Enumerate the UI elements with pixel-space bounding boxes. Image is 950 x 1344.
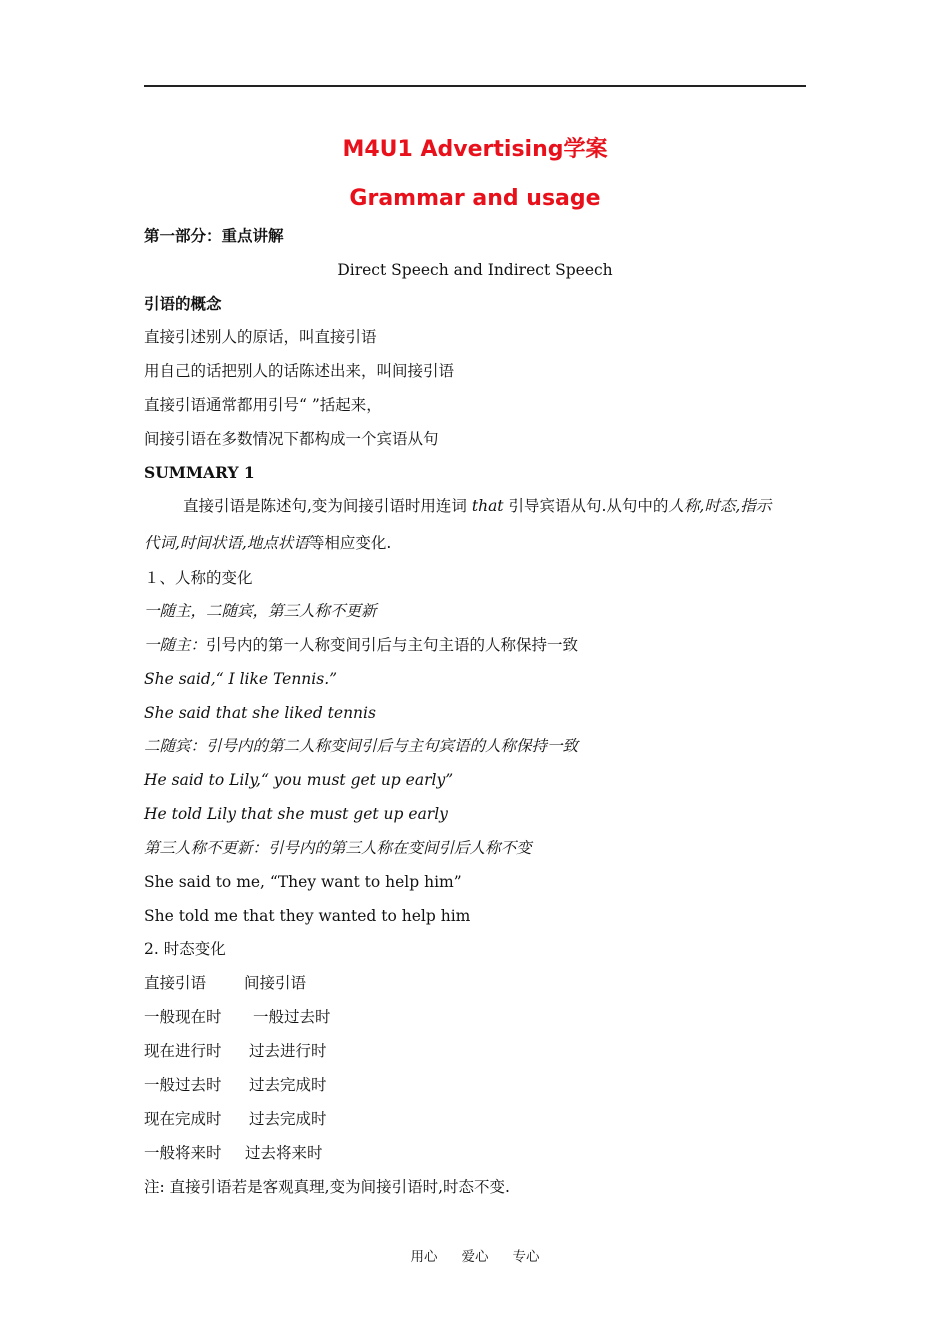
concept-heading: 引语的概念: [144, 294, 222, 313]
rule-summary-line: 一随主，二随宾，第三人称不更新: [144, 602, 377, 620]
footer-item: 用心: [410, 1249, 438, 1265]
part1-heading: 第一部分：重点讲解: [144, 226, 284, 245]
rule1-text: 引号内的第一人称变间引后与主句主语的人称保持一致: [206, 636, 579, 654]
tense-indirect: 一般过去时: [253, 1008, 331, 1026]
tense-indirect: 过去完成时: [249, 1110, 327, 1128]
tense-row: [144, 972, 306, 994]
summary-para-line2: [144, 532, 391, 554]
tense-indirect: 过去完成时: [249, 1076, 327, 1094]
summary-text: 直接引语是陈述句,变为间接引语时用连词: [183, 497, 472, 515]
summary-heading: SUMMARY 1: [144, 463, 255, 482]
tense-indirect: 间接引语: [244, 974, 307, 992]
example-indirect: She told me that they wanted to help him: [144, 907, 471, 925]
rule1-label: 一随主：: [144, 636, 207, 654]
summary-text: 引导宾语从句.从句中的: [503, 497, 669, 515]
tense-direct: 一般将来时: [144, 1144, 222, 1162]
summary-text: 等相应变化.: [308, 534, 392, 552]
tense-row: [144, 1108, 327, 1130]
note-line: 注: 直接引语若是客观真理,变为间接引语时,时态不变.: [144, 1178, 510, 1196]
example-indirect: He told Lily that she must get up early: [144, 805, 448, 823]
footer-item: 爱心: [461, 1249, 489, 1265]
doc-subtitle: Grammar and usage: [349, 186, 601, 211]
tense-indirect: 过去将来时: [245, 1144, 323, 1162]
summary-emph: 代词,时间状语,地点状语: [144, 534, 309, 552]
page-footer: [0, 1247, 950, 1267]
doc-title: M4U1 Advertising学案: [342, 137, 608, 162]
tense-direct: 直接引语: [144, 974, 207, 992]
tense-row: [144, 1040, 327, 1062]
concept-line: 用自己的话把别人的话陈述出来，叫间接引语: [144, 362, 455, 380]
header-rule: [144, 85, 806, 87]
person-heading: １、人称的变化: [144, 569, 253, 587]
rule1-line: [144, 634, 578, 656]
rule2-line: 二随宾：引号内的第二人称变间引后与主句宾语的人称保持一致: [144, 737, 579, 755]
summary-that: that: [471, 497, 504, 515]
footer-item: 专心: [512, 1249, 540, 1265]
summary-para-line1: [183, 495, 771, 517]
tense-direct: 现在进行时: [144, 1042, 222, 1060]
example-indirect: She said that she liked tennis: [144, 704, 376, 722]
example-direct: She said to me, “They want to help him”: [144, 873, 462, 891]
tense-row: [144, 1074, 327, 1096]
concept-line: 间接引语在多数情况下都构成一个宾语从句: [144, 430, 439, 448]
summary-emph: 人称,时态,指示: [668, 497, 772, 515]
concept-line: 直接引语通常都用引号“ ”括起来，: [144, 396, 382, 414]
tense-heading: 2. 时态变化: [144, 940, 226, 958]
example-direct: She said,“ I like Tennis.”: [144, 670, 338, 688]
example-direct: He said to Lily,“ you must get up early”: [144, 771, 454, 789]
tense-direct: 一般现在时: [144, 1008, 222, 1026]
tense-direct: 现在完成时: [144, 1110, 222, 1128]
rule3-line: 第三人称不更新：引号内的第三人称在变间引后人称不变: [144, 839, 532, 857]
topic-line: Direct Speech and Indirect Speech: [337, 261, 613, 279]
tense-indirect: 过去进行时: [249, 1042, 327, 1060]
tense-direct: 一般过去时: [144, 1076, 222, 1094]
tense-row: [144, 1142, 323, 1164]
concept-line: 直接引述别人的原话，叫直接引语: [144, 328, 377, 346]
tense-row: [144, 1006, 331, 1028]
